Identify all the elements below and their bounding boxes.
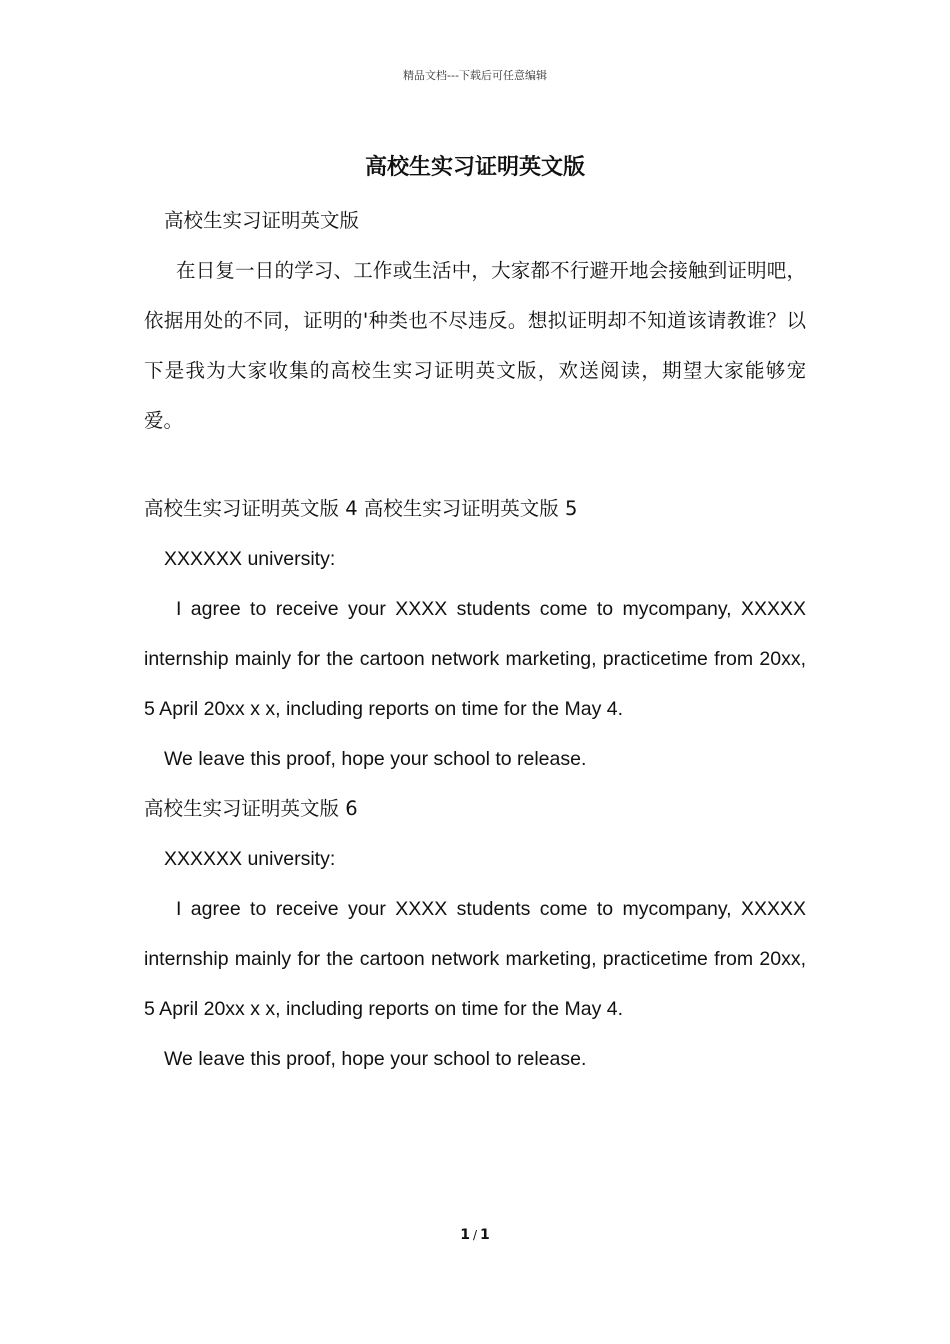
document-body: [144, 196, 806, 1084]
section-2-closing: We leave this proof, hope your school to release.: [164, 1048, 587, 1070]
page-separator: /: [472, 1228, 478, 1242]
intro-paragraph: 在日复一日的学习、工作或生活中，大家都不行避开地会接触到证明吧，依据用处的不同，证明的'种类也不尽违反。想拟证明却不知道该请教谁？以下是我为大家收集的高校生实习证明英文版，欢送阅读，期望大家能够宠爱。: [144, 259, 806, 432]
section-1-closing: We leave this proof, hope your school to release.: [164, 748, 587, 770]
section-2-body: I agree to receive your XXXX students come to mycompany, XXXXX internship mainly for the cartoon network marketing, practicetime from 20xx, 5 April 20xx x x, including reports on time for the May 4.: [144, 898, 806, 1020]
document-title: 高校生实习证明英文版: [364, 154, 585, 180]
spacer: [144, 446, 806, 484]
section-1-heading: 高校生实习证明英文版 4 高校生实习证明英文版 5: [144, 497, 578, 520]
total-page-number: 1: [480, 1227, 490, 1243]
document-subtitle: 高校生实习证明英文版: [164, 209, 360, 232]
section-2-salutation: XXXXXX university:: [164, 848, 336, 870]
page-number: [0, 1227, 950, 1243]
section-1-body: I agree to receive your XXXX students come to mycompany, XXXXX internship mainly for the cartoon network marketing, practicetime from 20xx, 5 April 20xx x x, including reports on time for the May 4.: [144, 598, 806, 720]
section-1-salutation: XXXXXX university:: [164, 548, 336, 570]
header-note: 精品文档---下载后可任意编辑: [403, 69, 547, 82]
section-2-heading: 高校生实习证明英文版 6: [144, 797, 358, 820]
current-page-number: 1: [460, 1227, 470, 1243]
